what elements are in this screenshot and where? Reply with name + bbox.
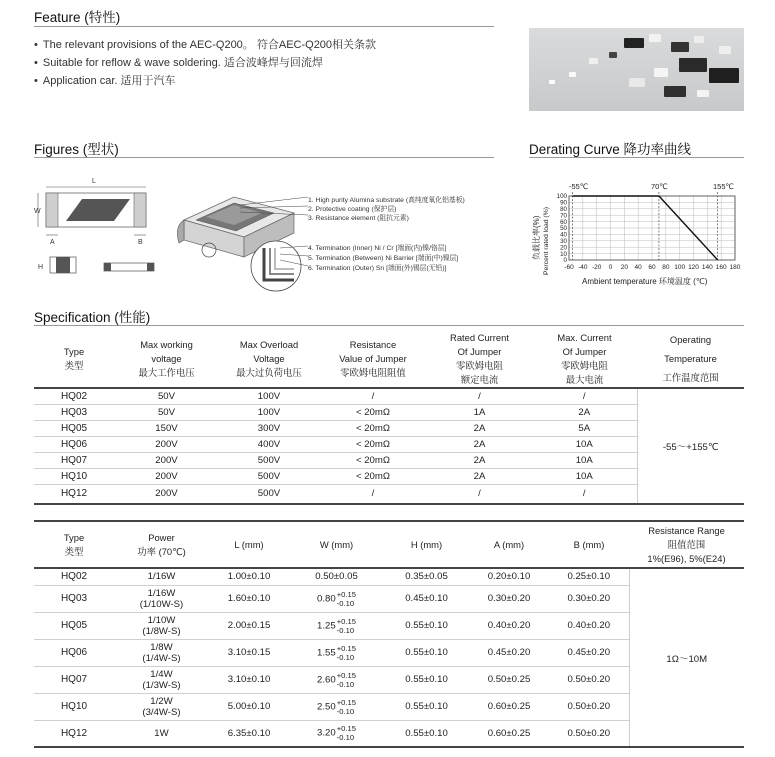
marker-label-knee: 70℃ (651, 182, 668, 191)
header-resistance-jumper: Resistance Value of Jumper 零欧姆电阻阻值 (339, 338, 407, 378)
side-view-drawing (104, 263, 154, 271)
marker-label-end: 155℃ (713, 182, 734, 191)
width-cell: 3.20 +0.15 -0.10 (317, 724, 356, 743)
figure-label-1: 1. High purity Alumina substrate (高纯度氧化铝基板) (308, 197, 465, 204)
table-cell: 500V (257, 470, 281, 482)
table-cell: 150V (155, 422, 178, 434)
specification-rule (34, 325, 744, 326)
chip-image (679, 58, 707, 72)
header-max-current: Max. Current Of Jumper 零欧姆电阻 最大电流 (557, 331, 612, 385)
dim-label-B: B (138, 239, 143, 246)
top-view-drawing (38, 187, 146, 235)
header-H: H (mm) (410, 538, 443, 550)
table-cell: HQ05 (60, 422, 88, 434)
width-cell: 1.25 +0.15 -0.10 (317, 616, 356, 635)
y-tick-label: 90 (560, 199, 567, 207)
table-cell: 50V (157, 390, 176, 402)
a-dimension-cell: 0.20±0.10 (487, 571, 531, 583)
b-dimension-cell: 0.50±0.20 (567, 727, 611, 739)
header-type: Type 类型 (63, 531, 85, 557)
table-cell: 10A (575, 454, 593, 466)
leader-lines (240, 190, 310, 280)
table-cell: HQ03 (60, 406, 88, 418)
x-tick-label: 100 (674, 264, 686, 271)
table-cell: 200V (155, 488, 178, 500)
table-cell: HQ07 (60, 454, 88, 466)
dim-label-L: L (92, 178, 96, 185)
specification-title: Specification (性能) (34, 310, 151, 325)
spec-table-dimensions (34, 520, 744, 748)
type-cell: HQ07 (60, 674, 88, 685)
power-cell: 1/2W (3/4W-S) (142, 695, 181, 718)
chip-image (664, 86, 686, 97)
chip-image (589, 58, 598, 64)
width-cell: 0.50±0.05 (315, 571, 358, 583)
a-dimension-cell: 0.45±0.20 (487, 647, 531, 658)
x-tick-label: 20 (620, 264, 628, 271)
resistance-range-cell: 1Ω～10M (629, 568, 744, 747)
y-tick-label: 20 (560, 244, 567, 252)
feature-bullets (34, 36, 376, 90)
table-cell: < 20mΩ (355, 470, 391, 482)
x-tick-label: -20 (591, 264, 602, 271)
x-tick-label: 0 (608, 264, 613, 271)
x-tick-label: 40 (634, 264, 642, 271)
table-cell: 200V (155, 470, 178, 482)
y-tick-label: 0 (563, 257, 567, 265)
table-row (34, 388, 744, 404)
table-cell: HQ10 (60, 470, 88, 482)
table-cell: 100V (257, 390, 281, 402)
table-cell: 300V (257, 422, 281, 434)
y-tick-label: 40 (560, 231, 567, 239)
a-dimension-cell: 0.40±0.20 (487, 620, 531, 631)
b-dimension-cell: 0.50±0.20 (567, 674, 611, 685)
x-tick-label: 120 (688, 264, 699, 271)
length-cell: 1.00±0.10 (227, 571, 271, 583)
y-tick-label: 100 (556, 193, 567, 201)
chip-image (569, 72, 576, 77)
y-tick-label: 70 (560, 212, 567, 220)
type-cell: HQ05 (60, 620, 88, 631)
header-max-overload-voltage: Max Overload Voltage 最大过负荷电压 (236, 338, 302, 378)
header-rated-current: Rated Current Of Jumper 零欧姆电阻 额定电流 (450, 331, 509, 385)
y-tick-label: 50 (560, 225, 567, 233)
x-tick-label: 140 (701, 264, 713, 271)
height-cell: 0.55±0.10 (405, 647, 448, 658)
a-dimension-cell: 0.30±0.20 (487, 593, 531, 604)
spec-table-voltage-current (34, 330, 744, 505)
figures-title: Figures (型状) (34, 142, 119, 157)
table-cell: 10A (575, 470, 593, 482)
feature-bullet: • The relevant provisions of the AEC-Q200。 符合AEC-Q200相关条款 (34, 36, 376, 54)
table-cell: 2A (473, 422, 486, 434)
width-tolerance: +0.15 -0.10 (336, 643, 356, 662)
derating-title: Derating Curve 降功率曲线 (529, 142, 692, 157)
table-cell: / (371, 488, 375, 500)
x-tick-label: -40 (578, 264, 588, 271)
power-cell: 1/8W (1/4W-S) (142, 641, 181, 664)
type-cell: HQ02 (60, 571, 88, 583)
table-cell: / (582, 390, 586, 402)
length-cell: 2.00±0.15 (227, 620, 271, 631)
y-tick-label: 30 (560, 238, 567, 245)
marker-label-start: -55℃ (569, 182, 589, 191)
width-cell: 2.60 +0.15 -0.10 (317, 670, 356, 689)
chip-image (549, 80, 555, 84)
power-cell: 1W (154, 727, 169, 739)
header-operating-temperature: Operating Temperature 工作温度范围 (662, 334, 719, 383)
product-photo (529, 28, 744, 111)
table-cell: HQ02 (60, 390, 88, 402)
header-L: L (mm) (234, 538, 264, 550)
header-max-working-voltage: Max working voltage 最大工作电压 (138, 338, 195, 378)
header-resistance-range: Resistance Range 阻值范围 1%(E96), 5%(E24) (647, 524, 726, 564)
end-view-drawing (50, 257, 76, 273)
chip-image (671, 42, 689, 52)
derating-chart (528, 190, 748, 290)
feature-title: Feature (特性) (34, 10, 121, 25)
chip-image (609, 52, 617, 58)
length-cell: 1.60±0.10 (227, 593, 271, 604)
a-dimension-cell: 0.50±0.25 (487, 674, 531, 685)
feature-rule (34, 26, 494, 27)
table-cell: HQ12 (60, 488, 88, 500)
x-tick-label: 160 (715, 264, 727, 271)
width-tolerance: +0.15 -0.10 (336, 697, 356, 716)
a-dimension-cell: 0.60±0.25 (487, 701, 531, 712)
table-cell: 10A (575, 438, 593, 450)
figure-label-4: 4. Termination (Inner) Ni / Cr [端面(内)镍/铬层] (308, 245, 447, 252)
power-cell: 1/4W (1/3W-S) (142, 668, 181, 691)
chip-image (719, 46, 731, 54)
chip-image (709, 68, 739, 83)
figure-label-3: 3. Resistance element (阻抗元素) (308, 215, 409, 222)
feature-bullet: • Suitable for reflow & wave soldering. 适合波峰焊与回流焊 (34, 54, 376, 72)
operating-temperature-cell: -55～+155℃ (637, 388, 744, 504)
height-cell: 0.55±0.10 (405, 620, 448, 631)
width-tolerance: +0.15 -0.10 (336, 589, 356, 608)
width-tolerance: +0.15 -0.10 (336, 670, 356, 689)
length-cell: 6.35±0.10 (227, 727, 271, 739)
length-cell: 5.00±0.10 (227, 701, 271, 712)
table-cell: 100V (257, 406, 281, 418)
height-cell: 0.55±0.10 (405, 674, 448, 685)
figure-label-2: 2. Protective coating (保护层) (308, 206, 397, 213)
b-dimension-cell: 0.45±0.20 (567, 647, 611, 658)
width-cell: 2.50 +0.15 -0.10 (317, 697, 356, 716)
x-tick-label: 80 (662, 264, 670, 271)
table-cell: / (371, 390, 375, 402)
power-cell: 1/16W (147, 571, 176, 583)
header-B: B (mm) (573, 538, 605, 550)
table-cell: 2A (578, 406, 591, 418)
derating-xlabel: Ambient temperature 环境温度 (℃) (582, 277, 708, 286)
type-cell: HQ06 (60, 647, 88, 658)
b-dimension-cell: 0.40±0.20 (567, 620, 611, 631)
table-cell: < 20mΩ (355, 438, 391, 450)
chip-image (649, 34, 661, 42)
x-tick-label: 60 (648, 264, 656, 271)
derating-ylabel-cn: 负载比率(%) (532, 215, 541, 260)
table-cell: 5A (578, 422, 591, 434)
table-cell: 50V (157, 406, 176, 418)
b-dimension-cell: 0.50±0.20 (567, 701, 611, 712)
header-A: A (mm) (493, 538, 525, 550)
header-W: W (mm) (319, 538, 354, 550)
table-cell: / (582, 488, 586, 500)
dim-label-W: W (34, 208, 41, 215)
height-cell: 0.35±0.05 (405, 571, 448, 583)
chip-image (629, 78, 645, 87)
type-cell: HQ10 (60, 701, 88, 712)
width-cell: 0.80 +0.15 -0.10 (317, 589, 356, 608)
table-cell: 200V (155, 438, 178, 450)
dim-label-A: A (50, 239, 55, 246)
width-cell: 1.55 +0.15 -0.10 (317, 643, 356, 662)
figures-rule (34, 157, 494, 158)
table-cell: 500V (257, 488, 281, 500)
table-cell: HQ06 (60, 438, 88, 450)
table-row (34, 568, 744, 585)
derating-rule (529, 157, 744, 158)
table-cell: 200V (155, 454, 178, 466)
length-cell: 3.10±0.15 (227, 647, 271, 658)
x-tick-label: 180 (729, 264, 741, 271)
chip-image (624, 38, 644, 48)
y-tick-label: 60 (560, 218, 567, 226)
table-cell: / (478, 488, 481, 500)
b-dimension-cell: 0.30±0.20 (567, 593, 611, 604)
type-cell: HQ12 (60, 727, 88, 739)
table-cell: / (478, 390, 481, 402)
width-tolerance: +0.15 -0.10 (336, 616, 356, 635)
table-cell: 2A (473, 438, 486, 450)
y-tick-label: 10 (560, 250, 567, 258)
dim-label-H: H (38, 264, 44, 271)
chip-image (697, 90, 709, 97)
type-cell: HQ03 (60, 593, 88, 604)
power-cell: 1/10W (1/8W-S) (142, 614, 181, 637)
a-dimension-cell: 0.60±0.25 (487, 727, 531, 739)
figure-label-5: 5. Termination (Between) Ni Barrier [端面(中)镍层] (308, 255, 459, 262)
table-cell: 2A (473, 470, 486, 482)
table-cell: 2A (473, 454, 486, 466)
width-tolerance: +0.15 -0.10 (336, 724, 356, 743)
table-cell: < 20mΩ (355, 406, 391, 418)
length-cell: 3.10±0.10 (227, 674, 271, 685)
chip-image (654, 68, 668, 77)
height-cell: 0.45±0.10 (405, 593, 448, 604)
table-cell: < 20mΩ (355, 422, 391, 434)
chip-image (694, 36, 704, 43)
height-cell: 0.55±0.10 (405, 727, 448, 739)
table-cell: < 20mΩ (355, 454, 391, 466)
y-tick-label: 80 (560, 206, 567, 213)
b-dimension-cell: 0.25±0.10 (567, 571, 611, 583)
header-type: Type 类型 (63, 345, 85, 371)
derating-ylabel-en: Percent rated load (%) (543, 206, 550, 275)
height-cell: 0.55±0.10 (405, 701, 448, 712)
feature-bullet: • Application car. 适用于汽车 (34, 72, 376, 90)
table-cell: 500V (257, 454, 281, 466)
table-cell: 400V (257, 438, 281, 450)
figure-label-6: 6. Termination (Outer) Sn [端面(外)锡层(无铅)] (308, 265, 447, 272)
table-cell: 1A (473, 406, 486, 418)
x-tick-label: -60 (564, 264, 574, 271)
power-cell: 1/16W (1/10W-S) (139, 587, 184, 610)
header-power: Power 功率 (70℃) (137, 531, 186, 557)
